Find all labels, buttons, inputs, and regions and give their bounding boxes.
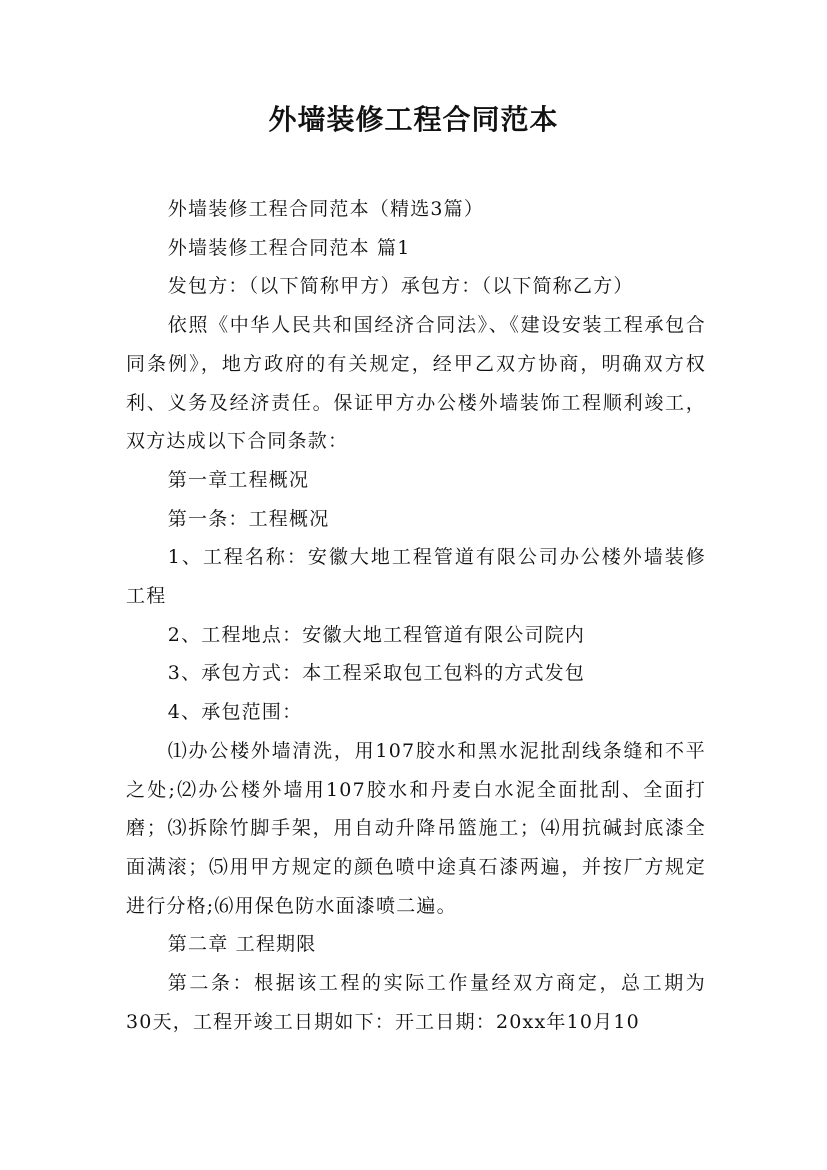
paragraph-preamble: 依照《中华人民共和国经济合同法》、《建设安装工程承包合同条例》，地方政府的有关规定，经甲乙双方协商，明确双方权利、义务及经济责任。保证甲方办公楼外墙装饰工程顺利竣工，双方达成以下合同条款： — [126, 314, 706, 453]
paragraph-article-2: 第二条：根据该工程的实际工作量经双方商定，总工期为 30天，工程开竣工日期如下：开工日期：20xx年10月10 — [126, 972, 706, 1033]
paragraph-chapter-1: 第一章工程概况 — [167, 468, 310, 491]
paragraph-contract-method: 3、承包方式：本工程采取包工包料的方式发包 — [167, 662, 586, 685]
document-body — [126, 190, 706, 1041]
paragraph-project-location: 2、工程地点：安徽大地工程管道有限公司院内 — [167, 623, 586, 646]
paragraph-subtitle: 外墙装修工程合同范本（精选3篇） — [167, 198, 485, 220]
paragraph-parties: 发包方：（以下简称甲方）承包方：（以下简称乙方） — [167, 275, 634, 298]
paragraph-section-heading: 外墙装修工程合同范本 篇1 — [167, 236, 411, 259]
paragraph-chapter-2: 第二章 工程期限 — [167, 933, 317, 956]
paragraph-scope-heading: 4、承包范围： — [167, 701, 303, 724]
document-title: 外墙装修工程合同范本 — [268, 103, 559, 136]
paragraph-article-1: 第一条：工程概况 — [167, 507, 330, 530]
paragraph-scope-details: ⑴办公楼外墙清洗，用107胶水和黑水泥批刮线条缝和不平之处;⑵办公楼外墙用107胶水和丹麦白水泥全面批刮、全面打磨；⑶拆除竹脚手架，用自动升降吊篮施工；⑷用抗碱封底漆全面满滚；⑸用甲方规定的颜色喷中途真石漆两遍，并按厂方规定进行分格;⑹用保色防水面漆喷二遍。 — [126, 739, 706, 917]
paragraph-project-name: 1、工程名称：安徽大地工程管道有限公司办公楼外墙装修工程 — [126, 546, 706, 608]
